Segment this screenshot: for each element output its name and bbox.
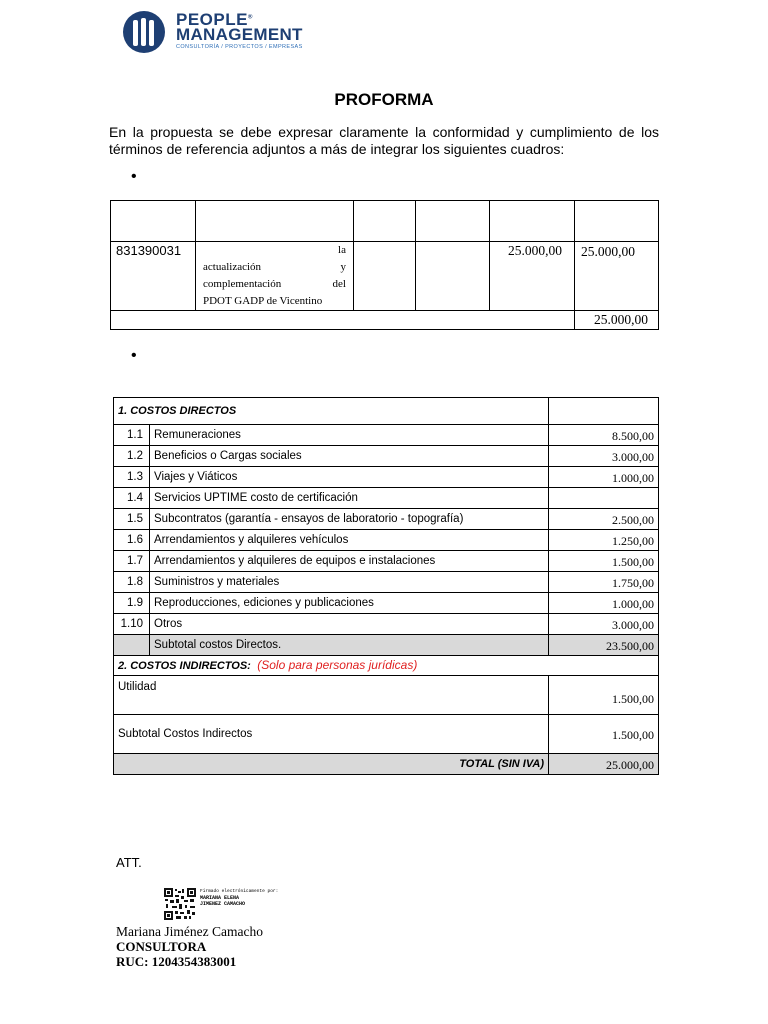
items-table-total-row <box>111 311 659 330</box>
utilidad-label: Utilidad <box>114 676 549 715</box>
cost-item-row <box>114 488 659 509</box>
indirect-costs-note: (Solo para personas jurídicas) <box>257 658 418 672</box>
total-row <box>114 754 659 775</box>
cost-item-value: 3.000,00 <box>549 614 659 635</box>
page-title: PROFORMA <box>334 90 434 109</box>
cost-item-index: 1.2 <box>114 446 150 467</box>
total-value: 25.000,00 <box>549 754 659 775</box>
cost-item-value: 1.000,00 <box>549 593 659 614</box>
cost-item-label: Arrendamientos y alquileres vehículos <box>150 530 549 551</box>
signer-name: Mariana Jiménez Camacho <box>116 924 263 939</box>
cost-item-label: Subcontratos (garantía - ensayos de laboratorio - topografía) <box>150 509 549 530</box>
cost-item-label: Beneficios o Cargas sociales <box>150 446 549 467</box>
cost-item-row <box>114 593 659 614</box>
item-unit-price: 25.000,00 <box>490 242 575 311</box>
cost-item-label: Arrendamientos y alquileres de equipos e instalaciones <box>150 551 549 572</box>
cost-item-label: Otros <box>150 614 549 635</box>
direct-costs-header-row <box>114 398 659 425</box>
cost-item-label: Servicios UPTIME costo de certificación <box>150 488 549 509</box>
signer-role: CONSULTORA <box>116 939 207 954</box>
cost-item-row <box>114 614 659 635</box>
cost-item-label: Suministros y materiales <box>150 572 549 593</box>
cost-item-value: 3.000,00 <box>549 446 659 467</box>
cost-item-row <box>114 572 659 593</box>
subtotal-indirect-value: 1.500,00 <box>549 715 659 754</box>
cost-item-index: 1.6 <box>114 530 150 551</box>
cost-item-value: 1.000,00 <box>549 467 659 488</box>
bullet-2: • <box>131 347 137 364</box>
cost-item-label: Viajes y Viáticos <box>150 467 549 488</box>
cost-item-index: 1.1 <box>114 425 150 446</box>
bullet-1: • <box>131 168 137 185</box>
subtotal-direct-value: 23.500,00 <box>549 635 659 656</box>
qr-code-icon <box>164 888 196 920</box>
items-table-row <box>111 242 659 311</box>
subtotal-direct-row <box>114 635 659 656</box>
subtotal-indirect-row <box>114 715 659 754</box>
indirect-costs-header-row <box>114 656 659 676</box>
cost-item-index: 1.8 <box>114 572 150 593</box>
att-label: ATT. <box>116 855 142 870</box>
item-description: la actualización y complementación del PDOT GADP de Vicentino <box>196 242 354 311</box>
items-table <box>110 200 659 330</box>
cost-item-value: 8.500,00 <box>549 425 659 446</box>
cost-item-value: 2.500,00 <box>549 509 659 530</box>
cost-item-row <box>114 509 659 530</box>
cost-item-value <box>549 488 659 509</box>
logo-emblem-icon <box>122 10 170 54</box>
item-code: 831390031 <box>111 242 196 311</box>
cost-item-index: 1.4 <box>114 488 150 509</box>
company-logo <box>122 10 352 56</box>
cost-item-index: 1.3 <box>114 467 150 488</box>
subtotal-direct-label: Subtotal costos Directos. <box>150 635 549 656</box>
e-signature-stamp: Firmado electrónicamente por: MARIANA ELENA JIMENEZ CAMACHO <box>200 889 279 907</box>
intro-paragraph: En la propuesta se debe expresar claramente la conformidad y cumplimiento de los términos de referencia adjuntos a más de integrar los siguientes cuadros: <box>109 124 659 157</box>
cost-item-index: 1.9 <box>114 593 150 614</box>
cost-item-label: Remuneraciones <box>150 425 549 446</box>
cost-item-row <box>114 425 659 446</box>
logo-line2: MANAGEMENT <box>176 25 303 44</box>
grand-total: 25.000,00 <box>575 311 659 330</box>
cost-item-index: 1.5 <box>114 509 150 530</box>
subtotal-indirect-label: Subtotal Costos Indirectos <box>114 715 549 754</box>
items-table-header-row <box>111 201 659 242</box>
cost-item-row <box>114 530 659 551</box>
item-total: 25.000,00 <box>575 242 659 311</box>
cost-item-value: 1.250,00 <box>549 530 659 551</box>
logo-line1: PEOPLE® <box>176 10 253 29</box>
utilidad-value: 1.500,00 <box>549 676 659 715</box>
indirect-costs-header: 2. COSTOS INDIRECTOS: <box>118 660 251 672</box>
cost-item-value: 1.750,00 <box>549 572 659 593</box>
cost-item-value: 1.500,00 <box>549 551 659 572</box>
utilidad-row <box>114 676 659 715</box>
cost-item-row <box>114 467 659 488</box>
cost-item-row <box>114 446 659 467</box>
signer-ruc: RUC: 1204354383001 <box>116 954 237 969</box>
cost-item-index: 1.10 <box>114 614 150 635</box>
direct-costs-header: 1. COSTOS DIRECTOS <box>114 398 549 425</box>
cost-item-label: Reproducciones, ediciones y publicaciones <box>150 593 549 614</box>
cost-item-row <box>114 551 659 572</box>
cost-item-index: 1.7 <box>114 551 150 572</box>
total-label: TOTAL (SIN IVA) <box>114 754 549 775</box>
logo-tagline: CONSULTORÍA / PROYECTOS / EMPRESAS <box>176 44 303 50</box>
cost-breakdown-table <box>113 397 659 775</box>
